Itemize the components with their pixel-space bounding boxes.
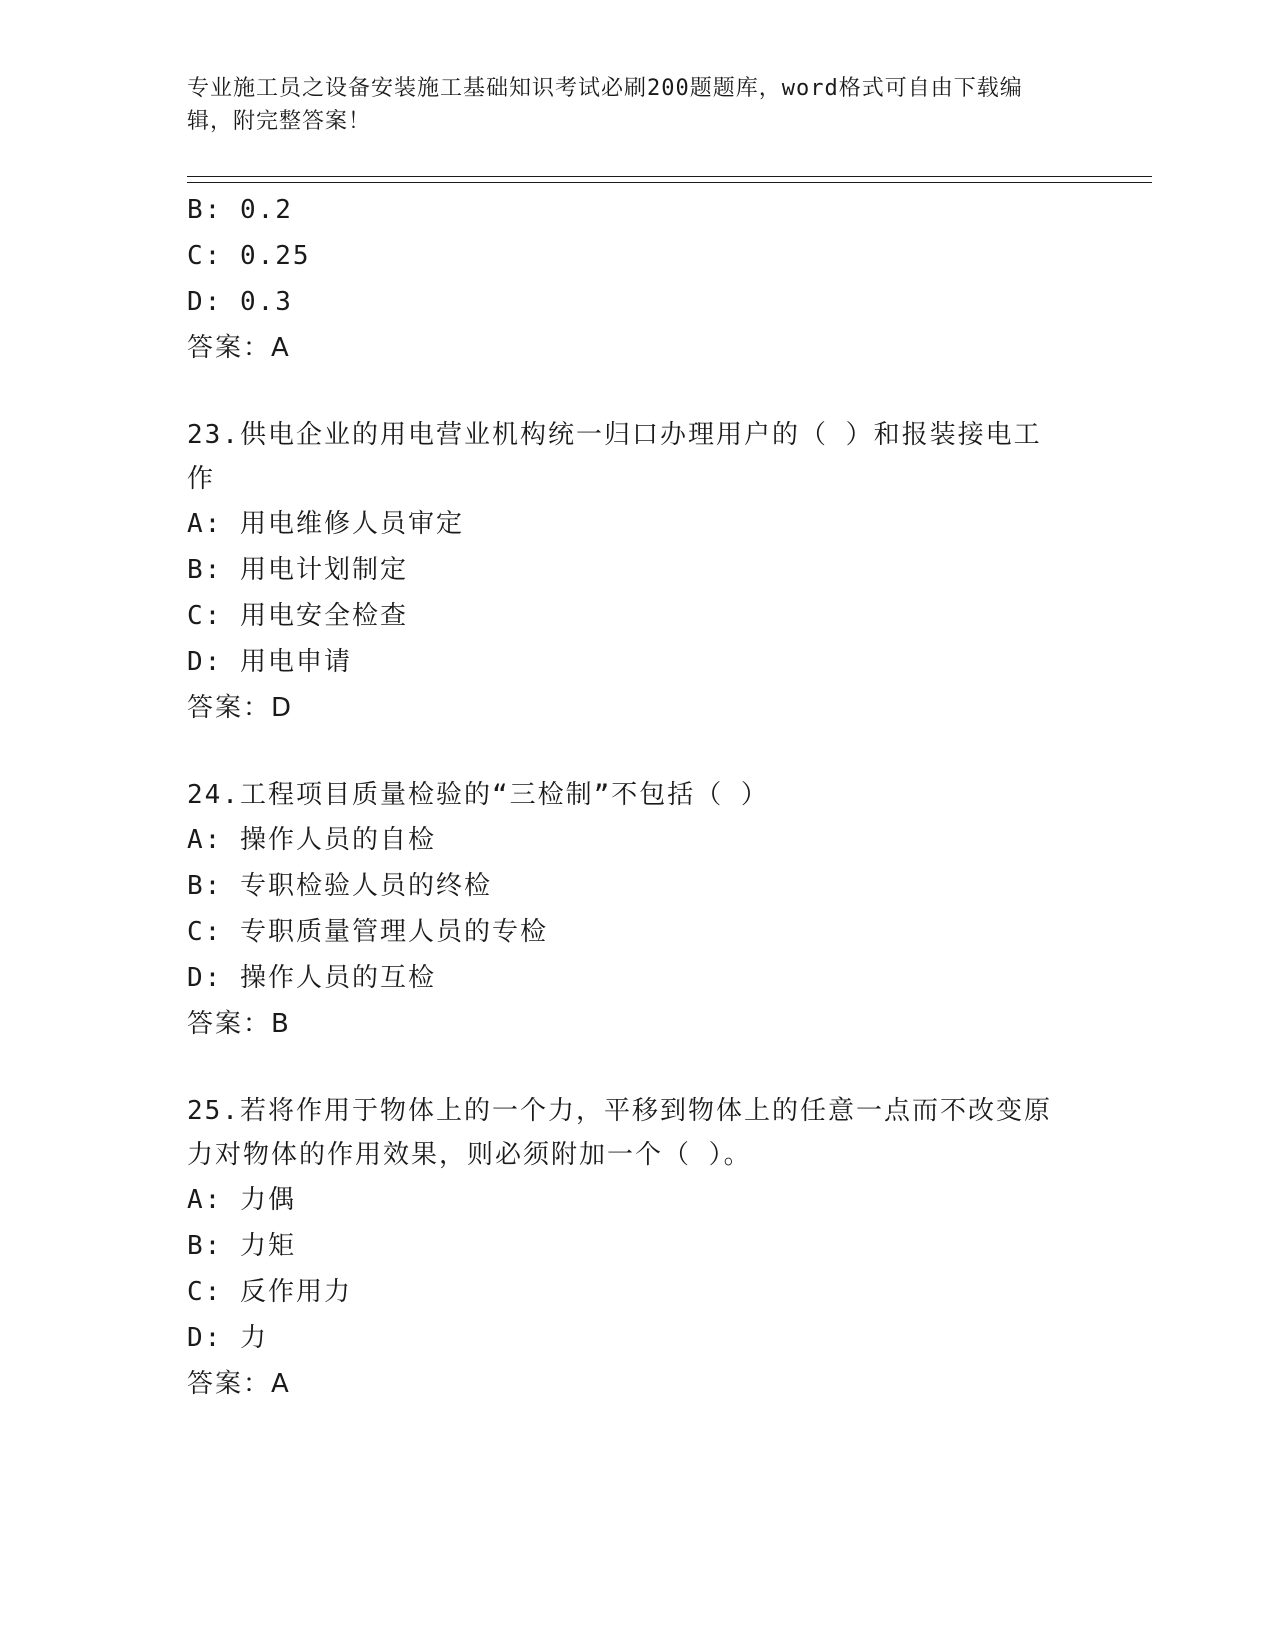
answer-line: 答案：A: [187, 333, 291, 363]
option-d: D: 用电申请: [187, 647, 352, 677]
question-25: [187, 1089, 1087, 1407]
option-c: C: 反作用力: [187, 1277, 352, 1307]
option-b: B: 力矩: [187, 1231, 296, 1261]
question-23: [187, 413, 1087, 731]
option-c: C: 专职质量管理人员的专检: [187, 917, 548, 947]
question-stem: 23.供电企业的用电营业机构统一归口办理用户的（ ）和报装接电工作: [187, 420, 1042, 494]
question-stem: 25.若将作用于物体上的一个力，平移到物体上的任意一点而不改变原力对物体的作用效果，则必须附加一个（ ）。: [187, 1096, 1052, 1170]
option-a: A: 操作人员的自检: [187, 825, 436, 855]
option-a: A: 用电维修人员审定: [187, 509, 464, 539]
header-divider: [187, 176, 1152, 183]
question-24: [187, 773, 1087, 1047]
answer-line: 答案：B: [187, 1009, 291, 1039]
option-b: B: 专职检验人员的终检: [187, 871, 492, 901]
answer-line: 答案：A: [187, 1369, 291, 1399]
option-c: C: 用电安全检查: [187, 601, 408, 631]
option-b: B: 用电计划制定: [187, 555, 408, 585]
document-body: [187, 187, 1087, 1407]
question-22-remainder: [187, 187, 1087, 371]
option-a: A: 力偶: [187, 1185, 296, 1215]
question-stem: 24.工程项目质量检验的“三检制”不包括（ ）: [187, 780, 769, 810]
option-c: C: 0.25: [187, 241, 311, 271]
option-d: D: 0.3: [187, 287, 293, 317]
answer-line: 答案：D: [187, 693, 294, 723]
page-header: 专业施工员之设备安装施工基础知识考试必刷200题题库，word格式可自由下载编辑，附完整答案！: [187, 76, 1023, 134]
option-d: D: 操作人员的互检: [187, 963, 436, 993]
option-d: D: 力: [187, 1323, 268, 1353]
option-b: B: 0.2: [187, 195, 293, 225]
